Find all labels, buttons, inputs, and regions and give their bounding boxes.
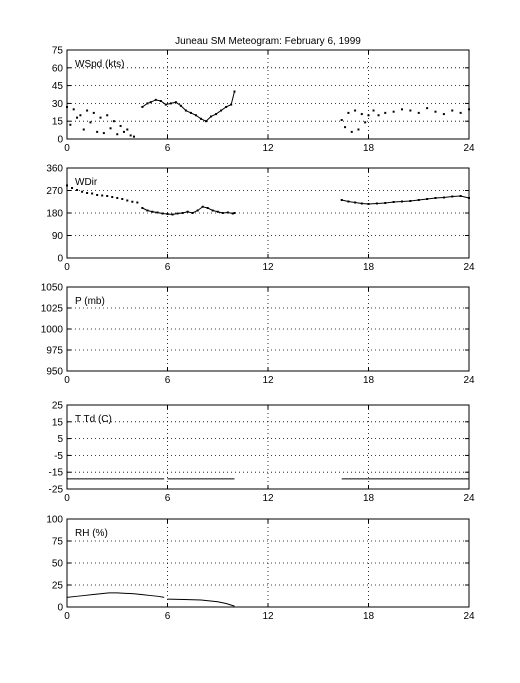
panel-label: WSpd (kts) [75,59,125,70]
x-tick-label: 0 [64,262,70,273]
panel-label: RH (%) [75,528,108,539]
y-tick-label: -15 [48,467,63,479]
data-point [234,91,236,93]
data-point [378,114,380,116]
data-point [368,203,370,205]
y-tick-label: 1000 [40,324,63,336]
data-point [190,112,192,114]
data-point [393,201,395,203]
y-tick-label: 0 [57,253,63,265]
data-point [86,110,88,112]
data-point [341,199,343,201]
data-point [207,207,209,209]
data-point [167,213,169,215]
data-point [81,191,83,193]
data-point [222,212,224,214]
data-point [96,131,98,133]
x-tick-label: 0 [64,493,70,504]
data-point [182,212,184,214]
data-point [443,197,445,199]
data-point [76,117,78,119]
panel-4 [49,401,475,505]
data-point [401,108,403,110]
x-tick-label: 24 [463,375,475,386]
data-point [120,125,122,127]
data-point [341,119,343,121]
y-tick-label: 75 [51,45,63,57]
data-point [175,101,177,103]
data-point [76,189,78,191]
y-tick-label: 180 [46,208,63,220]
panel-3 [41,283,475,387]
data-point [150,101,152,103]
data-point [468,197,470,199]
data-point [384,202,386,204]
data-point [195,114,197,116]
x-tick-label: 12 [262,262,274,273]
y-tick-label: 50 [51,558,63,570]
panel-label: WDir [75,177,98,188]
data-point [146,102,148,104]
data-point [426,107,428,109]
data-point [103,132,105,134]
data-point [66,185,68,187]
series-line [142,92,234,122]
panel-1 [52,46,475,155]
data-point [66,106,68,108]
data-point [79,114,81,116]
y-tick-label: 0 [57,134,63,146]
data-point [93,112,95,114]
panel-label: P (mb) [75,296,105,307]
data-point [376,203,378,205]
data-point [180,105,182,107]
data-point [86,192,88,194]
data-point [368,114,370,116]
y-tick-label: 5 [57,434,63,446]
series-line [342,196,469,204]
data-point [130,134,132,136]
data-point [126,200,128,202]
data-point [418,112,420,114]
data-point [151,211,153,213]
data-point [133,136,135,138]
y-tick-label: 270 [46,186,63,197]
data-point [401,201,403,203]
data-point [460,112,462,114]
y-tick-label: 15 [51,417,63,429]
data-point [409,200,411,202]
y-tick-label: 30 [51,98,63,110]
data-point [101,195,103,197]
data-point [347,112,349,114]
x-tick-label: 0 [64,375,70,386]
panel-5 [46,515,475,623]
data-point [435,197,437,199]
y-tick-label: -25 [48,484,63,496]
data-point [468,108,470,110]
x-tick-label: 24 [463,262,475,273]
data-point [123,131,125,133]
data-point [225,106,227,108]
data-point [409,110,411,112]
y-tick-label: 25 [51,580,63,592]
data-point [73,108,75,110]
x-tick-label: 6 [164,143,171,154]
data-point [110,127,112,129]
x-tick-label: 18 [362,262,375,273]
data-point [347,201,349,203]
y-tick-label: 1050 [40,282,63,294]
data-point [192,212,194,214]
data-point [426,198,428,200]
data-point [357,129,359,131]
data-point [451,196,453,198]
data-point [384,112,386,114]
meteogram-panels [41,46,475,623]
data-point [460,195,462,197]
data-point [121,198,123,200]
data-point [351,131,353,133]
y-tick-label: 60 [51,63,63,75]
y-tick-label: 0 [57,602,63,614]
y-tick-label: 75 [51,536,63,548]
y-tick-label: 950 [46,366,63,378]
x-tick-label: 12 [262,611,274,622]
data-point [373,110,375,112]
data-point [146,210,148,212]
y-tick-label: 45 [51,81,63,93]
data-point [393,111,395,113]
y-tick-label: 100 [46,514,63,526]
x-tick-label: 18 [362,611,375,622]
data-point [435,111,437,113]
data-point [126,129,128,131]
data-point [156,212,158,214]
x-tick-label: 6 [164,611,171,622]
data-point [364,121,366,123]
data-point [83,129,85,131]
data-point [165,104,167,106]
x-tick-label: 0 [64,611,70,622]
data-point [106,114,108,116]
data-point [210,115,212,117]
x-tick-label: 12 [262,375,274,386]
data-point [155,99,157,101]
data-point [69,124,71,126]
data-point [131,201,133,203]
y-tick-label: 975 [46,345,63,357]
data-point [170,102,172,104]
data-point [116,197,118,199]
data-point [344,126,346,128]
data-point [141,207,143,209]
data-point [187,211,189,213]
data-point [160,100,162,102]
data-point [354,110,356,112]
data-point [106,195,108,197]
data-point [100,117,102,119]
x-tick-label: 18 [362,143,375,154]
figure-title: Juneau SM Meteogram: February 6, 1999 [175,36,361,47]
y-tick-label: 90 [51,231,63,242]
x-tick-label: 24 [463,611,475,622]
panel-label: T Td (C) [75,414,112,425]
series-line [142,207,234,215]
data-point [230,104,232,106]
data-point [116,133,118,135]
series-line [67,593,164,597]
data-point [212,210,214,212]
data-point [177,213,179,215]
series-line [168,599,235,606]
data-point [215,113,217,115]
data-point [71,187,73,189]
data-point [96,194,98,196]
data-point [205,120,207,122]
data-point [418,199,420,201]
x-tick-label: 12 [262,493,274,504]
data-point [113,120,115,122]
x-tick-label: 12 [262,143,274,154]
x-tick-label: 6 [164,375,171,386]
y-tick-label: -5 [54,450,63,462]
data-point [451,110,453,112]
data-point [217,211,219,213]
data-point [200,118,202,120]
data-point [220,110,222,112]
data-point [172,214,174,216]
data-point [111,196,113,198]
data-point [91,193,93,195]
x-tick-label: 24 [463,493,475,504]
data-point [443,113,445,115]
x-tick-label: 18 [362,375,375,386]
y-tick-label: 1025 [40,303,63,315]
data-point [141,106,143,108]
y-tick-label: 15 [51,116,63,128]
x-tick-label: 6 [164,493,171,504]
y-tick-label: 360 [46,163,63,175]
x-tick-label: 24 [463,143,475,154]
data-point [136,202,138,204]
data-point [354,202,356,204]
x-tick-label: 0 [64,143,70,154]
data-point [361,203,363,205]
data-point [202,206,204,208]
panel-2 [46,164,475,274]
data-point [89,121,91,123]
data-point [197,210,199,212]
y-tick-label: 25 [51,400,63,412]
data-point [185,110,187,112]
x-tick-label: 18 [362,493,375,504]
data-point [234,212,236,214]
data-point [161,213,163,215]
x-tick-label: 6 [164,262,171,273]
data-point [361,113,363,115]
data-point [227,212,229,214]
